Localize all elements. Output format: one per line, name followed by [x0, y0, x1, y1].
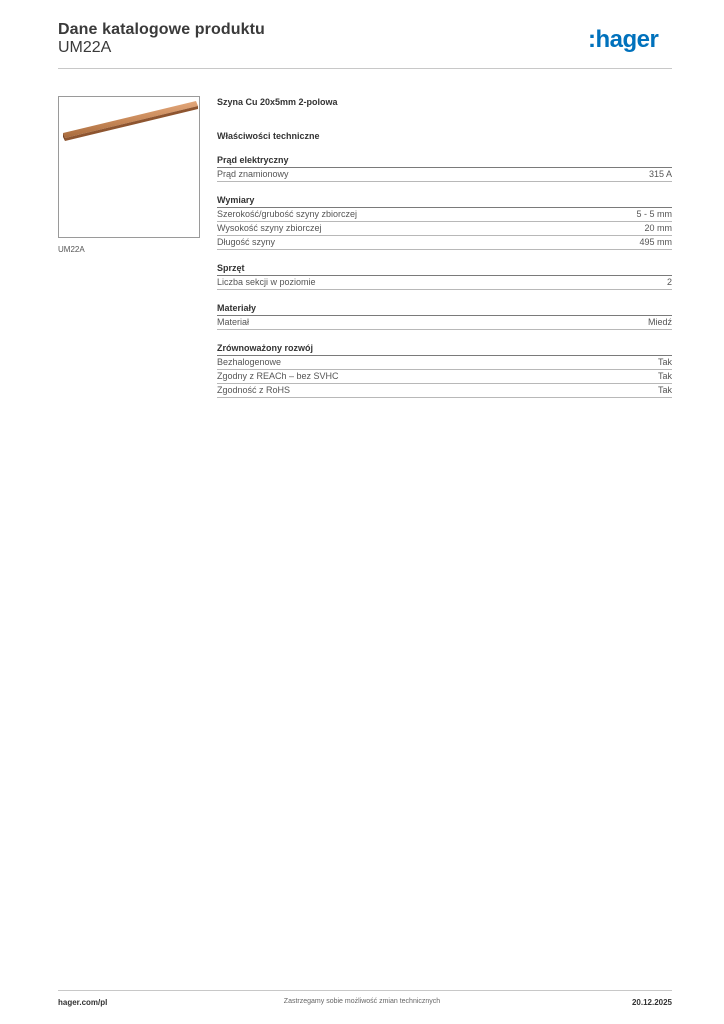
spec-label: Liczba sekcji w poziomie — [217, 277, 316, 287]
spec-label: Bezhalogenowe — [217, 357, 282, 367]
spec-row — [217, 276, 672, 290]
spec-group-materials — [217, 302, 672, 330]
spec-row — [217, 356, 672, 370]
page-header — [58, 20, 672, 68]
spec-label: Materiał — [217, 317, 250, 327]
spec-value: 495 mm — [639, 237, 672, 247]
spec-value: Tak — [657, 371, 672, 381]
spec-group-equipment — [217, 262, 672, 290]
spec-label: Wysokość szyny zbiorczej — [217, 223, 322, 233]
spec-value: 315 A — [648, 169, 672, 179]
group-title: Sprzęt — [217, 262, 672, 276]
group-title: Wymiary — [217, 194, 672, 208]
footer-divider — [58, 990, 672, 991]
copper-busbar-image — [59, 97, 199, 237]
spec-row — [217, 222, 672, 236]
product-code: UM22A — [58, 39, 112, 56]
spec-label: Prąd znamionowy — [217, 169, 289, 179]
spec-label: Zgodny z REACh – bez SVHC — [217, 371, 339, 381]
spec-label: Szerokość/grubość szyny zbiorczej — [217, 209, 358, 219]
group-title: Materiały — [217, 302, 672, 316]
group-title: Zrównoważony rozwój — [217, 342, 672, 356]
spec-value: 5 - 5 mm — [636, 209, 672, 219]
spec-label: Zgodność z RoHS — [217, 385, 291, 395]
spec-row — [217, 370, 672, 384]
footer-date: 20.12.2025 — [631, 998, 672, 1007]
spec-value: Miedź — [647, 317, 672, 327]
spec-value: 2 — [666, 277, 672, 287]
logo-text: :hager — [588, 26, 659, 53]
spec-row — [217, 208, 672, 222]
footer-website: hager.com/pl — [58, 998, 108, 1007]
spec-label: Długość szyny — [217, 237, 276, 247]
spec-value: Tak — [657, 385, 672, 395]
hager-logo — [588, 24, 672, 54]
spec-group-sustainability — [217, 342, 672, 398]
spec-row — [217, 236, 672, 250]
header-divider — [58, 68, 672, 69]
product-image — [58, 96, 200, 238]
specification — [217, 96, 672, 398]
group-title: Prąd elektryczny — [217, 154, 672, 168]
spec-value: Tak — [657, 357, 672, 367]
image-caption: UM22A — [58, 245, 85, 254]
spec-row — [217, 168, 672, 182]
properties-heading: Właściwości techniczne — [217, 131, 320, 141]
footer-disclaimer: Zastrzegamy sobie możliwość zmian technicznych — [283, 998, 441, 1005]
document-title: Dane katalogowe produktu — [58, 21, 265, 38]
spec-group-electric — [217, 154, 672, 182]
product-name: Szyna Cu 20x5mm 2-polowa — [217, 97, 338, 107]
spec-row — [217, 316, 672, 330]
spec-value: 20 mm — [644, 223, 672, 233]
spec-group-dimensions — [217, 194, 672, 250]
spec-row — [217, 384, 672, 398]
